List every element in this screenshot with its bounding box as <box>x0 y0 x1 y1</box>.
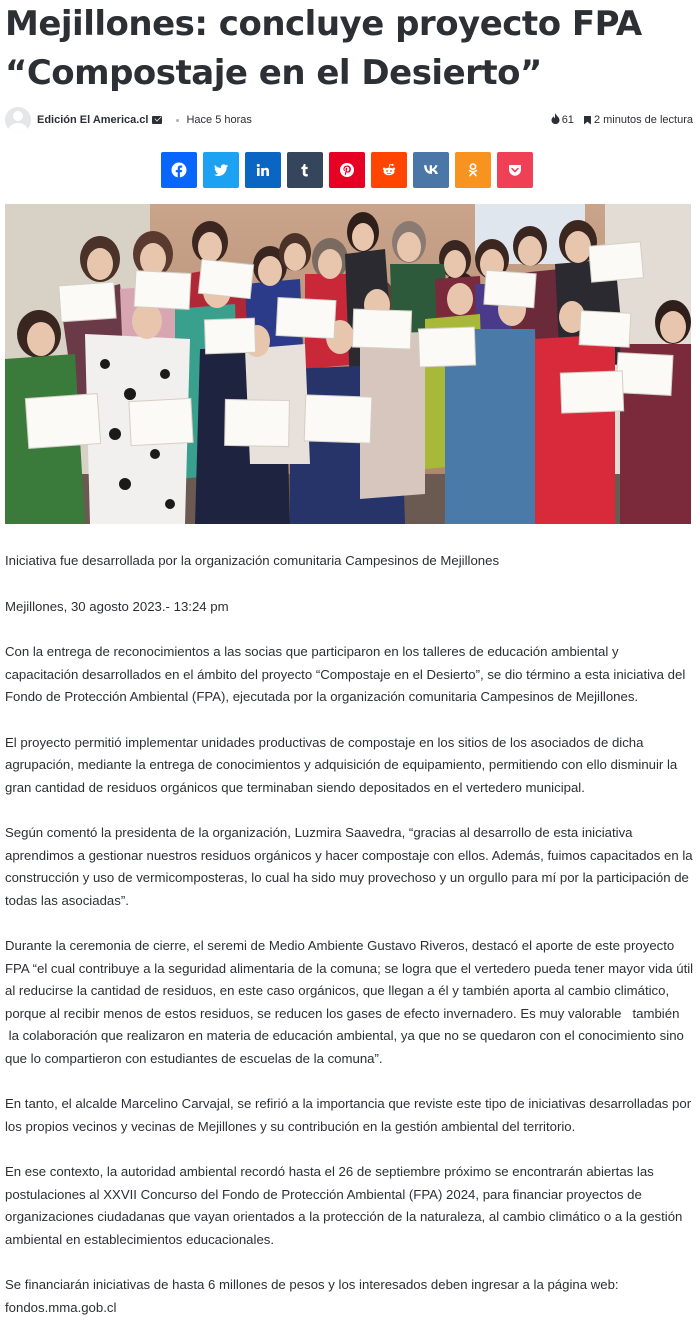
twitter-icon <box>213 162 229 178</box>
pinterest-icon <box>339 162 355 178</box>
facebook-icon <box>171 162 187 178</box>
avatar-head <box>13 111 23 121</box>
envelope-icon[interactable] <box>152 116 162 124</box>
featured-image <box>5 204 691 524</box>
share-tumblr-button[interactable] <box>287 152 323 188</box>
article-paragraph: Se financiarán iniciativas de hasta 6 millones de pesos y los interesados deben ingresar a la página web: fondos.mma.gob.cl <box>5 1277 619 1315</box>
share-vk-button[interactable] <box>413 152 449 188</box>
pocket-icon <box>507 162 523 178</box>
article-body <box>5 550 695 1342</box>
article-paragraph: Durante la ceremonia de cierre, el seremi de Medio Ambiente Gustavo Riveros, destacó el aporte de este proyecto FPA “el cual contribuye a la seguridad alimentaria de la comuna; se logra que el vertedero pueda tener mayor vida útil al reducirse la cantidad de residuos, en este caso orgánicos, que llegan a él y también aporta al cambio climático, porque al recibir menos de estos residuos, se reducen los gases de efecto invernadero. Es muy valorable también la colaboración que realizaron en materia de educación ambiental, ya que no se quedaron con el conocimiento sino que lo compartieron con estudiantes de escuelas de la comuna”. <box>5 938 694 1066</box>
article-title: Mejillones: concluye proyecto FPA “Compostaje en el Desierto” <box>5 4 642 93</box>
article-paragraph: Iniciativa fue desarrollada por la organización comunitaria Campesinos de Mejillones <box>5 553 500 568</box>
vk-icon <box>423 162 439 178</box>
post-meta <box>5 105 693 135</box>
view-count: 61 <box>561 114 574 126</box>
fire-icon <box>551 113 560 127</box>
article-paragraph: En ese contexto, la autoridad ambiental recordó hasta el 26 de septiembre próximo se encontrarán abiertas las postulaciones al XXVII Concurso del Fondo de Protección Ambiental (FPA) 2024, para financiar proyectos de organizaciones ciudadanas que vayan orientados a la protección de la naturaleza, al cambio climático o a la gestión ambiental en establecimientos educacionales. <box>5 1164 683 1247</box>
article-paragraph: Mejillones, 30 agosto 2023.- 13:24 pm <box>5 598 229 614</box>
share-odnoklassniki-button[interactable] <box>455 152 491 188</box>
share-reddit-button[interactable] <box>371 152 407 188</box>
share-facebook-button[interactable] <box>161 152 197 188</box>
article-paragraph: Según comentó la presidenta de la organización, Luzmira Saavedra, “gracias al desarrollo de esta iniciativa aprendimos a gestionar nuestros residuos orgánicos y hacer compostaje con ellos. Además, fuimos capacitados en la construcción y uso de vermicomposteras, lo cual ha sido muy provechoso y un orgullo para mí por la participación de todas las asociadas”. <box>5 825 693 908</box>
linkedin-icon <box>255 162 271 178</box>
article-paragraph: En tanto, el alcalde Marcelino Carvajal, se refirió a la importancia que reviste este tipo de iniciativas desarrolladas por los propios vecinos y vecinas de Mejillones y su contribución en la gestión ambiental del territorio. <box>5 1096 692 1134</box>
share-twitter-button[interactable] <box>203 152 239 188</box>
share-pocket-button[interactable] <box>497 152 533 188</box>
tumblr-icon <box>297 162 313 178</box>
article-paragraph: El proyecto permitió implementar unidades productivas de compostaje en los sitios de los asociados de dicha agrupación, mediante la entrega de conocimientos y adquisición de equipamiento, permitiendo con ello disminuir la gran cantidad de residuos orgánicos que terminaban siendo depositados en el vertedero municipal. <box>5 734 678 795</box>
author-avatar[interactable] <box>5 107 31 133</box>
reading-time: 2 minutos de lectura <box>593 114 693 126</box>
reddit-icon <box>381 162 397 178</box>
bookmark-icon <box>584 116 591 125</box>
share-buttons <box>161 152 533 188</box>
share-linkedin-button[interactable] <box>245 152 281 188</box>
separator-dot <box>176 119 179 122</box>
post-date: Hace 5 horas <box>186 114 252 126</box>
avatar-body <box>8 123 28 133</box>
odnoklassniki-icon <box>465 162 481 178</box>
article-paragraph: Con la entrega de reconocimientos a las socias que participaron en los talleres de educación ambiental y capacitación desarrollados en el ámbito del proyecto “Compostaje en el Desierto”, se dio término a esta iniciativa del Fondo de Protección Ambiental (FPA), ejecutada por la organización comunitaria Campesinos de Mejillones. <box>5 644 686 704</box>
share-pinterest-button[interactable] <box>329 152 365 188</box>
author-link[interactable]: Edición El America.cl <box>37 114 149 126</box>
